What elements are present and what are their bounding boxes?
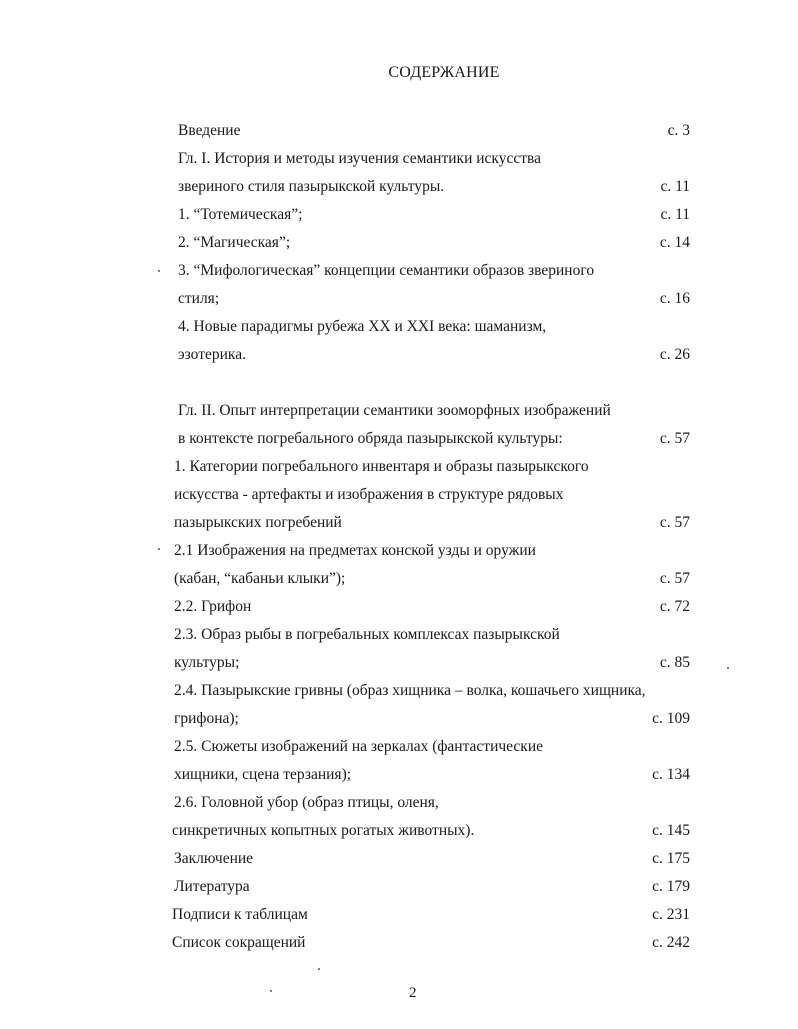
toc-entry-text: в контексте погребального обряда пазырыкской культуры: [178,430,563,447]
scan-speck [270,990,272,992]
toc-entry-text: синкретичных копытных рогатых животных). [172,822,475,839]
page-number: 2 [409,985,417,1001]
scan-speck [158,548,160,550]
toc-entry-text: эзотерика. [178,346,246,363]
toc-entry-page: с. 109 [652,710,690,727]
toc-entry-text: 1. Категории погребального инвентаря и образы пазырыкского [174,458,589,475]
toc-entry-text: 2.2. Грифон [174,598,252,615]
toc-entry-text: грифона); [174,710,239,727]
toc-entry-page: с. 134 [652,766,690,783]
toc-entry-text: искусства - артефакты и изображения в структуре рядовых [174,486,564,503]
toc-entry-page: с. 175 [652,850,690,867]
toc-entry-text: 4. Новые парадигмы рубежа ХХ и XXI века: шаманизм, [178,318,547,335]
toc-entry-text: 1. “Тотемическая”; [178,206,303,223]
scan-speck [727,667,729,669]
toc-entry-page: с. 242 [652,934,690,951]
toc-entry-text: стиля; [178,290,220,307]
toc-entry-page: с. 11 [660,206,690,223]
toc-entry-text: 2.6. Головной убор (образ птицы, оленя, [174,794,439,811]
toc-entry-page: с. 72 [659,598,690,615]
toc-entry-page: с. 179 [652,878,690,895]
toc-entry-page: с. 11 [660,178,690,195]
toc-entry-text: пазырыкских погребений [174,514,342,531]
toc-entry-page: с. 16 [659,290,690,307]
toc-entry-text: хищники, сцена терзания); [174,766,352,783]
toc-entry-text: культуры; [174,654,240,671]
scan-speck [318,968,320,970]
page-title: СОДЕРЖАНИЕ [388,64,500,81]
toc-entry-text: Гл. II. Опыт интерпретации семантики зооморфных изображений [178,402,611,419]
toc-entry-text: Подписи к таблицам [172,906,308,923]
toc-entry-page: с. 231 [652,906,690,923]
toc-entry-page: с. 3 [667,122,690,139]
toc-entry-text: 2.1 Изображения на предметах конской узды и оружии [174,542,536,559]
toc-entry-text: (кабан, “кабаньи клыки”); [174,570,346,587]
toc-entry-text: 2.3. Образ рыбы в погребальных комплексах пазырыкской [174,626,560,643]
toc-entry-text: Список сокращений [172,934,306,951]
toc-entry-text: 2. “Магическая”; [178,234,291,251]
toc-entry-page: с. 57 [659,430,690,447]
toc-entry-text: звериного стиля пазырыкской культуры. [178,178,445,195]
toc-entry-page: с. 145 [652,822,690,839]
toc-entry-page: с. 57 [659,570,690,587]
toc-entry-text: Гл. I. История и методы изучения семантики искусства [178,150,542,167]
toc-entry-text: Введение [178,122,241,139]
toc-entry-text: Заключение [174,850,254,867]
toc-entry-page: с. 85 [659,654,690,671]
toc-entry-text: 2.5. Сюжеты изображений на зеркалах (фантастические [174,738,544,755]
toc-entry-page: с. 57 [659,514,690,531]
toc-entry-text: 3. “Мифологическая” концепции семантики образов звериного [178,262,595,279]
toc-entry-page: с. 14 [659,234,690,251]
toc-entry-text: Литература [174,878,250,895]
toc-entry-text: 2.4. Пазырыкские гривны (образ хищника – волка, кошачьего хищника, [174,682,646,699]
toc-entry-page: с. 26 [659,346,690,363]
scan-speck [158,270,160,272]
